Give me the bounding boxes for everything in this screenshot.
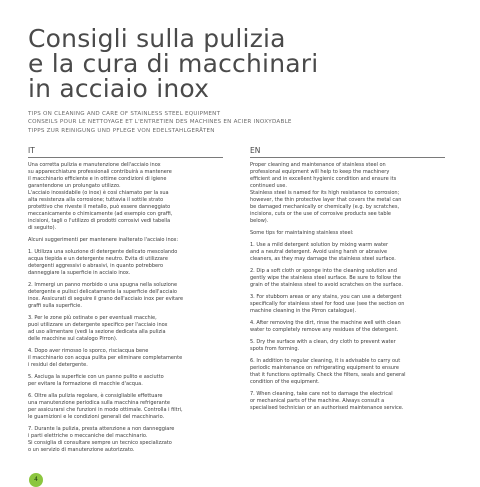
paragraph: Proper cleaning and maintenance of stainless steel on professional equipment will help to keep the machinery efficient and in excellent hygienic condition and ensure its continued use. Stainless steel is named for its high resistance to corrosion; however, the thin protective layer that covers the metal can be damaged mechanically or chemically (e.g. by scratches, incisions, cuts or the use of corrosive products see table below). [250, 162, 402, 224]
page-number-badge: 4 [29, 473, 43, 487]
title-line: e la cura di macchinari [28, 49, 319, 78]
list-item: 4. After removing the dirt, rinse the machine well with clean water to completely remove any residues of the detergent. [250, 320, 401, 333]
paragraph: Una corretta pulizia e manutenzione dell'acciaio inox su apparecchiature professionali contribuirà a mantenere il macchinario efficiente e in ottime condizioni di igiene garantendone un prolungato utilizzo. L'acciaio inossidabile (o inox) è così chiamato per la sua alta resistenza alla corrosione; tuttavia il sottile strato protettivo che riveste il metallo, può essere danneggiato meccanicamente o chimicamente (ad esempio con graffi, incisioni, tagli o l'utilizzo di prodotti corrosivi vedi tabella di seguito). [28, 162, 173, 231]
divider [28, 157, 223, 158]
subtitle-de: TIPPS ZUR REINIGUNG UND PFLEGE VON EDELSTAHLGERÄTEN [28, 127, 215, 134]
paragraph: Alcuni suggerimenti per mantenere inalterato l'acciaio inox: [28, 237, 179, 243]
list-item: 1. Use a mild detergent solution by mixing warm water and a neutral detergent. Avoid using harsh or abrasive cleaners, as they may damage the stainless steel surface. [250, 242, 396, 262]
list-item: 2. Dip a soft cloth or sponge into the cleaning solution and gently wipe the stainless steel surface. Be sure to follow the grain of the stainless steel to avoid scratches on the surface. [250, 268, 403, 288]
list-item: 3. Per le zone più ostinate o per eventuali macchie, puoi utilizzare un detergente specifico per l'acciaio inox ad uso alimentare (vedi la sezione dedicata alla pulizia delle macchine sul catalogo Pirron). [28, 315, 168, 342]
list-item: 6. In addition to regular cleaning, it is advisable to carry out periodic maintenance on refrigerating equipment to ensure that it functions optimally. Check the filters, seals and general condition of the equipment. [250, 358, 406, 385]
subtitle-fr: CONSEILS POUR LE NETTOYAGE ET L'ENTRETIEN DES MACHINES EN ACIER INOXYDABLE [28, 119, 292, 126]
list-item: 3. For stubborn areas or any stains, you can use a detergent specifically for stainless steel for food use (see the section on machine cleaning in the Pirron catalogue). [250, 294, 405, 314]
list-item: 1. Utilizza una soluzione di detergente delicato mescolando acqua tiepida e un detergente neutro. Evita di utilizzare detergenti aggressivi o abrasivi, in quanto potrebbero danneggiare la superficie in acciaio inox. [28, 249, 178, 276]
title-line: Consigli sulla pulizia [28, 24, 286, 53]
list-item: 5. Asciuga la superficie con un panno pulito e asciutto per evitare la formazione di macchie d'acqua. [28, 374, 164, 387]
english-column [250, 146, 445, 417]
title-line: in acciaio inox [28, 74, 210, 103]
subtitle-block [28, 110, 458, 135]
list-item: 2. Immergi un panno morbido o una spugna nella soluzione detergente e pulisci delicatamente la superficie dell'acciaio inox. Assicurati di seguire il grano dell'acciaio inox per evitare graffi sulla superficie. [28, 282, 184, 309]
list-item: 6. Oltre alla pulizia regolare, è consigliabile effettuare una manutenzione periodica sulla macchina refrigerante per assicurarsi che funzioni in modo ottimale. Controlla i filtri, le guarnizioni e le condizioni generali del macchinario. [28, 393, 183, 420]
list-item: 4. Dopo aver rimosso lo sporco, risciacqua bene il macchinario con acqua pulita per eliminare completamente i residui del detergente. [28, 348, 183, 368]
page-title [28, 26, 458, 101]
paragraph: Some tips for maintaining stainless steel: [250, 230, 354, 236]
subtitle-en: TIPS ON CLEANING AND CARE OF STAINLESS STEEL EQUIPMENT [28, 111, 221, 117]
divider [250, 157, 445, 158]
italian-column [28, 146, 223, 459]
list-item: 5. Dry the surface with a clean, dry cloth to prevent water spots from forming. [250, 339, 396, 352]
language-label-en: EN [250, 146, 261, 155]
list-item: 7. Durante la pulizia, presta attenzione a non danneggiare i parti elettriche o meccaniche del macchinario. Si consiglia di consultare sempre un tecnico specializzato o un servizio di manutenzione autorizzato. [28, 426, 175, 453]
list-item: 7. When cleaning, take care not to damage the electrical or mechanical parts of the machine. Always consult a specialised technician or an authorised maintenance service. [250, 391, 404, 411]
language-label-it: IT [28, 146, 35, 155]
